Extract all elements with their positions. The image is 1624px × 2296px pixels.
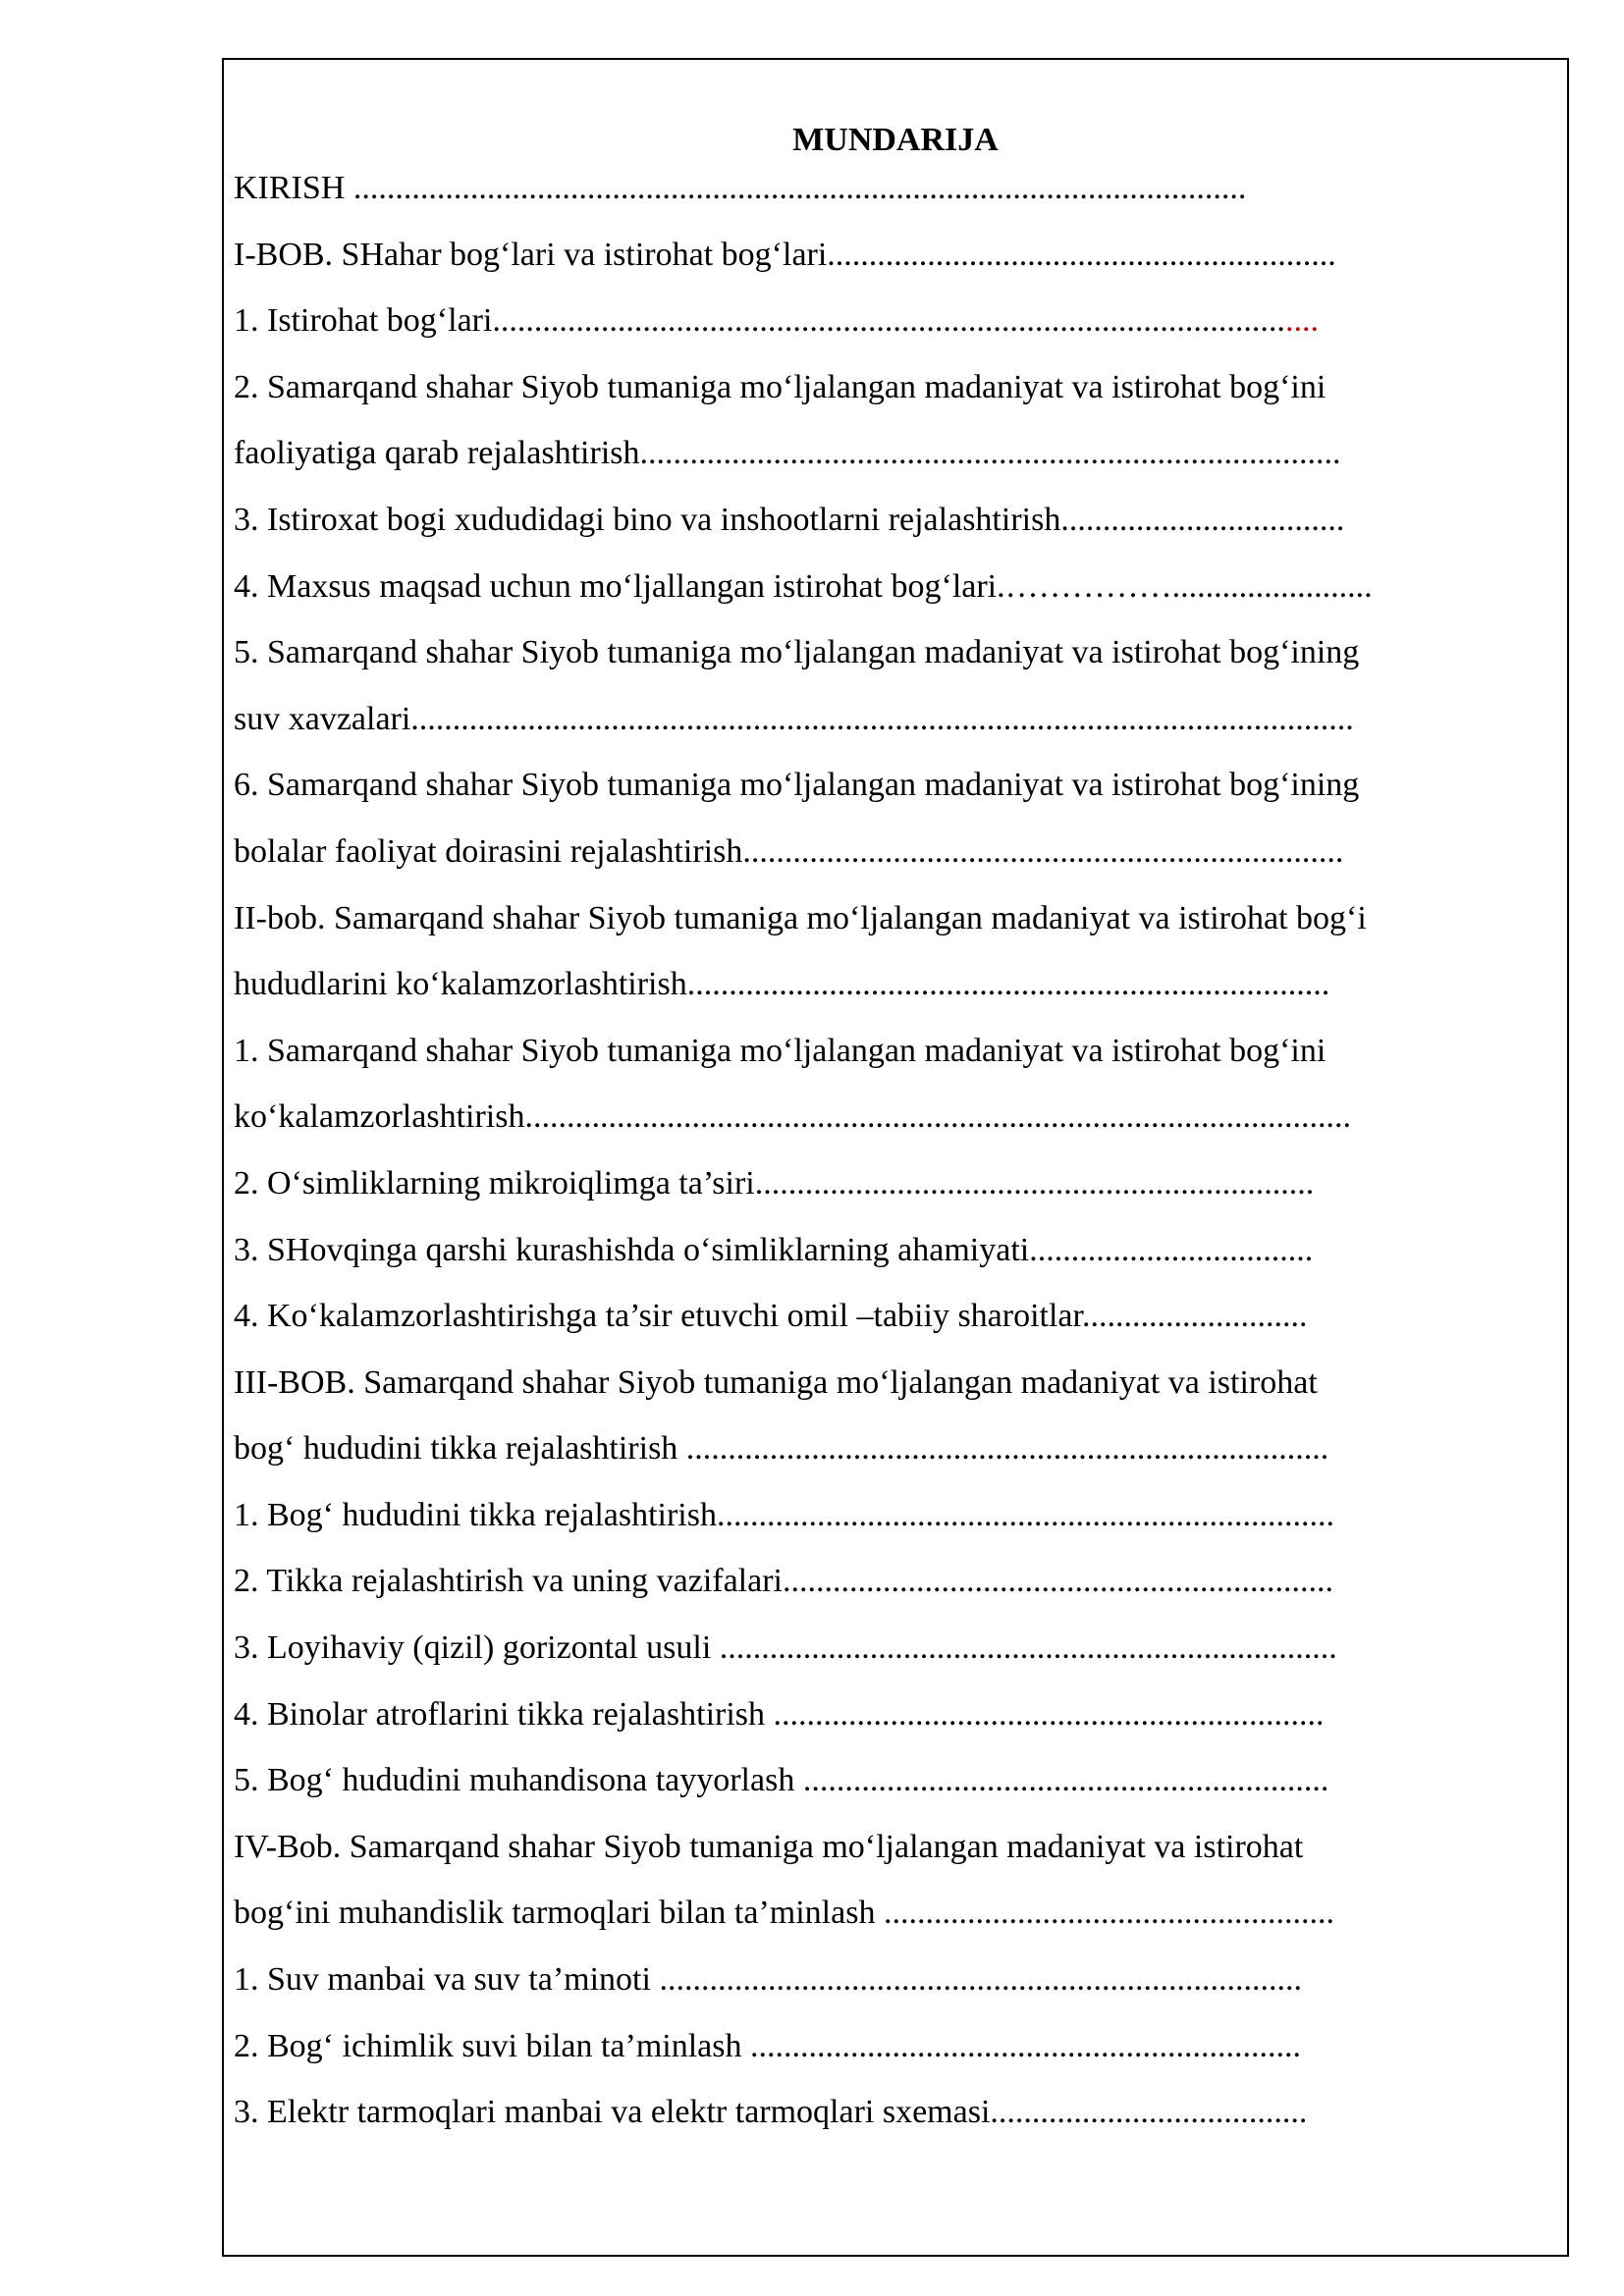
toc-title: MUNDARIJA (792, 122, 999, 158)
toc-entry-2-2: 2. O‘simliklarning mikroiqlimga ta’siri................................................................... (234, 1164, 1315, 1201)
toc-entry-4-1: 1. Suv manbai va suv ta’minoti ............................................................................. (234, 1961, 1302, 1999)
table-of-contents (234, 155, 1549, 2146)
toc-entry-2-1-cont: ko‘kalamzorlashtirish................................................................................................... (234, 1098, 1351, 1136)
toc-entry-3-4: 4. Binolar atroflarini tikka rejalashtirish .................................................................. (234, 1695, 1325, 1733)
toc-entry-4-3: 3. Elektr tarmoqlari manbai va elektr tarmoqlari sxemasi...................................... (234, 2094, 1308, 2131)
toc-entry-4-2: 2. Bog‘ ichimlik suvi bilan ta’minlash .................................................................. (234, 2027, 1302, 2064)
toc-entry-3-2: 2. Tikka rejalashtirish va uning vazifalari.................................................................. (234, 1563, 1333, 1600)
toc-entry-1-5: 5. Samarqand shahar Siyob tumaniga mo‘ljalangan madaniyat va istirohat bog‘ining (234, 634, 1360, 671)
toc-entry-3-3: 3. Loyihaviy (qizil) gorizontal usuli .......................................................................... (234, 1629, 1337, 1667)
toc-entry-chapter-3: III-BOB. Samarqand shahar Siyob tumaniga mo‘ljalangan madaniyat va istirohat (234, 1363, 1318, 1401)
toc-entry-chapter-4-cont: bog‘ini muhandislik tarmoqlari bilan ta’minlash ...................................................... (234, 1895, 1334, 1932)
toc-entry-1-3: 3. Istiroxat bogi xududidagi bino va inshootlarni rejalashtirish.................................. (234, 501, 1345, 538)
toc-entry-3-1: 1. Bog‘ hududini tikka rejalashtirish.......................................................................... (234, 1496, 1334, 1533)
toc-entry-2-1: 1. Samarqand shahar Siyob tumaniga mo‘ljalangan madaniyat va istirohat bog‘ini (234, 1032, 1326, 1069)
toc-entry-chapter-2: II-bob. Samarqand shahar Siyob tumaniga mo‘ljalangan madaniyat va istirohat bog‘i (234, 899, 1367, 936)
toc-entry-1-6: 6. Samarqand shahar Siyob tumaniga mo‘ljalangan madaniyat va istirohat bog‘ining (234, 767, 1360, 804)
toc-entry-chapter-4: IV-Bob. Samarqand shahar Siyob tumaniga mo‘ljalangan madaniyat va istirohat (234, 1828, 1304, 1865)
toc-entry-2-4: 4. Ko‘kalamzorlashtirishga ta’sir etuvchi omil –tabiiy sharoitlar........................... (234, 1298, 1308, 1335)
toc-entry-1-2: 2. Samarqand shahar Siyob tumaniga mo‘ljalangan madaniyat va istirohat bog‘ini (234, 368, 1326, 405)
toc-entry-1-6-cont: bolalar faoliyat doirasini rejalashtirish........................................................................ (234, 832, 1344, 870)
toc-entry-1-5-cont: suv xavzalari................................................................................................................. (234, 700, 1354, 737)
toc-entry-chapter-2-cont: hududlarini ko‘kalamzorlashtirish............................................................................. (234, 966, 1330, 1003)
toc-entry-3-5: 5. Bog‘ hududini muhandisona tayyorlash ............................................................... (234, 1762, 1329, 1799)
toc-entry-kirish: KIRISH ........................................................................................................... (234, 170, 1247, 206)
toc-entry-1-4: 4. Maxsus maqsad uchun mo‘ljallangan istirohat bog‘lari.……………........................ (234, 567, 1373, 605)
toc-entry-chapter-3-cont: bog‘ hududini tikka rejalashtirish ............................................................................. (234, 1430, 1329, 1468)
toc-entry-2-3: 3. SHovqinga qarshi kurashishda o‘simliklarning ahamiyati.................................. (234, 1231, 1314, 1268)
toc-entry-1-2-cont: faoliyatiga qarab rejalashtirish.................................................................................... (234, 435, 1341, 472)
highlighted-dots: .... (1284, 302, 1319, 340)
toc-entry-1-1: 1. Istirohat bog‘lari................................................................................................... (234, 302, 1319, 340)
toc-entry-chapter-1: I-BOB. SHahar bog‘lari va istirohat bog‘lari............................................................. (234, 236, 1336, 273)
